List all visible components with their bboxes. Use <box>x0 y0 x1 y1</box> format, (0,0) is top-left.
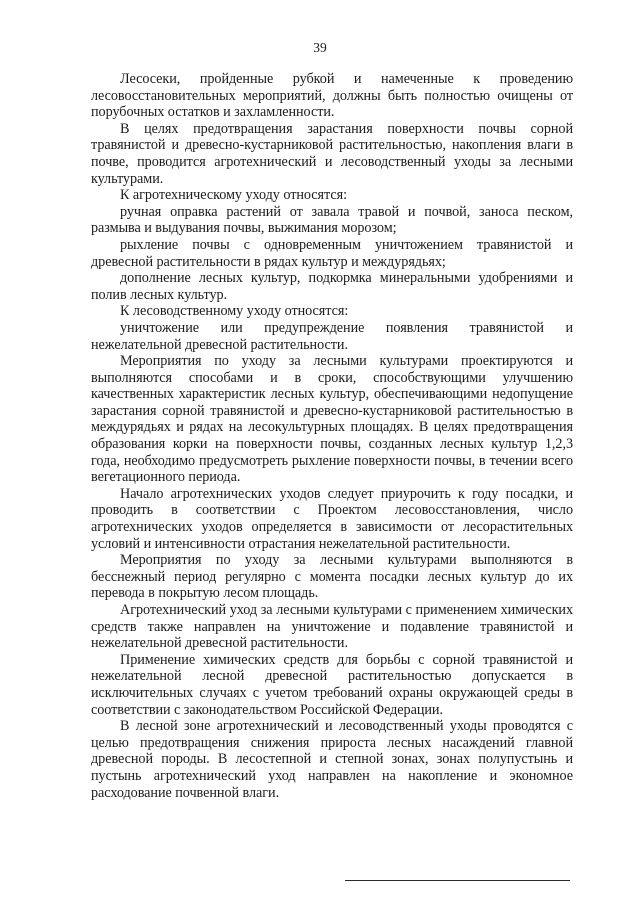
paragraph-chemical-care: Агротехнический уход за лесными культурами с применением химических средств также направлен на уничтожение и подавление травянистой и нежелательной древесной растительности. <box>91 602 573 652</box>
paragraph-silvicultural-heading: К лесоводственному уходу относятся: <box>120 303 349 320</box>
paragraph-agrotech-heading: К агротехническому уходу относятся: <box>120 187 347 204</box>
footer-rule <box>345 880 570 881</box>
paragraph-snowless-period: Мероприятия по уходу за лесными культурами выполняются в бесснежный период регулярно с момента посадки лесных культур до их перевода в покрытую лесом площадь. <box>91 552 573 602</box>
paragraph-care-measures: Мероприятия по уходу за лесными культурами проектируются и выполняются способами и в сроки, способствующими улучшению качественных характеристик лесных культур, обеспечивающими недопущение зарастания сорной травянистой и древесно-кустарниковой растительностью в междурядьях и рядах на лесокультурных площадях. В целях предотвращения образования корки на поверхности почвы, созданных лесных культур 1,2,3 года, необходимо предусмотреть рыхление поверхности почвы, в течении всего вегетационного периода. <box>91 353 573 486</box>
paragraph-care-start: Начало агротехнических уходов следует приурочить к году посадки, и проводить в соответствии с Проектом лесовосстановления, число агротехнических уходов определяется в зависимости от лесорастительных условий и интенсивности отрастания нежелательной растительности. <box>91 485 573 552</box>
list-item-manual-clearing: ручная оправка растений от завала травой и почвой, заноса песком, размыва и выдувания почвы, выжимания морозом; <box>91 203 573 237</box>
list-item-destruction: уничтожение или предупреждение появления травянистой и нежелательной древесной растительности. <box>91 319 573 353</box>
list-item-supplementing: дополнение лесных культур, подкормка минеральными удобрениями и полив лесных культур. <box>91 270 573 303</box>
page-number: 39 <box>313 40 327 55</box>
paragraph-logging-sites: Лесосеки, пройденные рубкой и намеченные к проведению лесовосстановительных мероприятий, должны быть полностью очищены от порубочных остатков и захламленности. <box>91 71 573 121</box>
document-body <box>91 71 573 801</box>
paragraph-forest-zones: В лесной зоне агротехнический и лесоводственный уходы проводятся с целью предотвращения снижения прироста лесных насаждений главной древесной породы. В лесостепной и степной зонах, зонах полупустынь и пустынь агротехнический уход направлен на накопление и экономное расходование почвенной влаги. <box>91 718 573 801</box>
paragraph-care-purpose: В целях предотвращения зарастания поверхности почвы сорной травянистой и древесно-кустарниковой растительностью, накопления влаги в почве, проводится агротехнический и лесоводственный уходы за лесными культурами. <box>91 120 573 187</box>
list-item-loosening: рыхление почвы с одновременным уничтожением травянистой и древесной растительности в рядах культур и междурядьях; <box>91 236 573 270</box>
paragraph-chemical-use: Применение химических средств для борьбы с сорной травянистой и нежелательной лесной древесной растительностью допускается в исключительных случаях с учетом требований охраны окружающей среды в соответствии с законодательством Российской Федерации. <box>91 651 573 718</box>
